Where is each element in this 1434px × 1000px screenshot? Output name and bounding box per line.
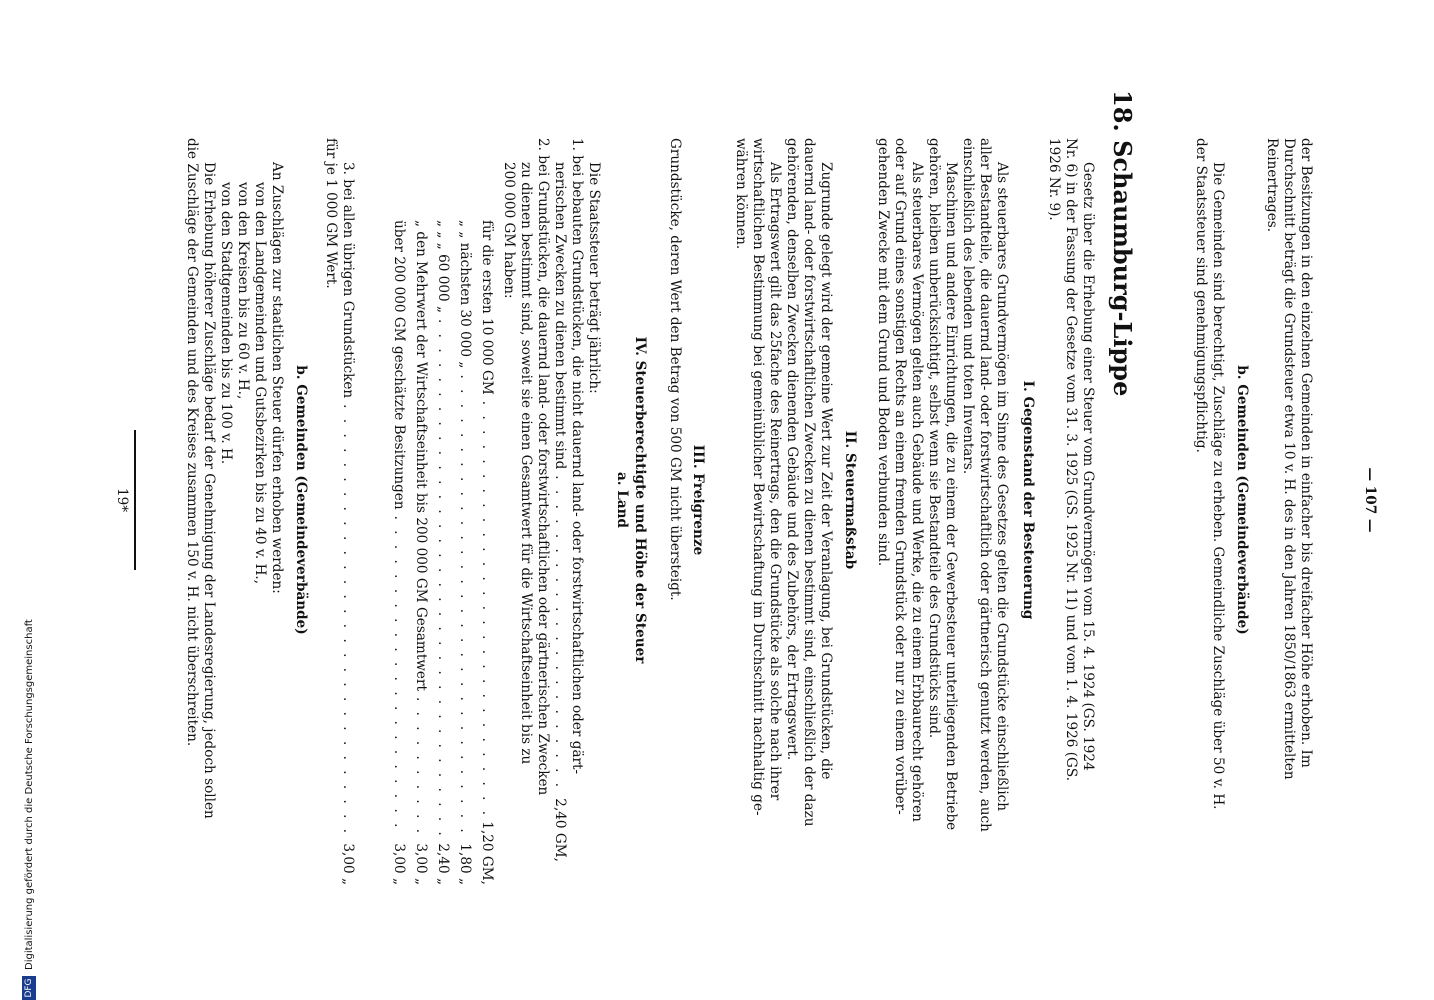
rate-value: 3,00 „ xyxy=(413,843,429,885)
list-item: zu dienen bestimmt sind, soweit sie einen Gesamtwert für die Wirtschaftseinheit bis zu xyxy=(518,162,534,765)
rate-label: über 200 000 GM geschätzte Besitzungen xyxy=(391,220,407,510)
paragraph-line: wirtschaftlichen Bestimmung bei gemeinüblicher Bewirtschaftung im Durchschnitt nachhaltig ge- xyxy=(750,138,766,816)
paragraph-line: Maschinen und andere Einrichtungen, die zu einem der Gewerbesteuer unterliegenden Betriebe xyxy=(943,162,959,831)
footer-rule xyxy=(134,430,136,570)
state-title: 18. Schaumburg-Lippe xyxy=(1108,90,1137,397)
intro-line: Durchschnitt beträgt die Grundsteuer etwa 10 v. H. des in den Jahren 1850/1863 ermittelten xyxy=(1281,138,1297,780)
rate-value: 1,20 GM, xyxy=(479,821,495,885)
list-item: von den Landgemeinden und Gutsbezirken bis zu 40 v. H., xyxy=(252,182,268,585)
leader-dots xyxy=(340,404,354,837)
digitization-note: Digitalisierung gefördert durch die Deutsche Forschungsgemeinschaft xyxy=(24,619,35,970)
leader-dots xyxy=(413,697,427,837)
intro-line: der Besitzungen in den einzelnen Gemeinden in einfacher bis dreifacher Höhe erhoben. Im xyxy=(1298,138,1314,768)
rate-label: 3. bei allen übrigen Grundstücken xyxy=(340,162,356,399)
rate-row xyxy=(413,220,427,885)
section-heading: IV. Steuerberechtigte und Höhe der Steuer xyxy=(632,336,648,664)
paragraph-line: Zugrunde gelegt wird der gemeine Wert zur Zeit der Veranlagung, bei Grundstücken, die xyxy=(818,162,834,780)
paragraph-line: Die Staatssteuer beträgt jährlich: xyxy=(586,162,602,394)
rate-value: 1,80 „ xyxy=(457,843,473,885)
rate-label: „ den Mehrwert der Wirtschaftseinheit bis 200 000 GM Gesamtwert xyxy=(413,220,429,691)
page-number: — 107 — xyxy=(1362,467,1378,533)
leader-dots xyxy=(457,374,471,837)
paragraph-line: der Staatssteuer sind genehmigungspflichtig. xyxy=(1193,138,1209,453)
paragraph-line: Die Gemeinden sind berechtigt, Zuschläge zu erheben. Gemeindliche Zuschläge über 50 v. H. xyxy=(1210,162,1226,810)
rate-value: 2,40 „ xyxy=(435,843,451,885)
rate-row xyxy=(479,220,493,885)
paragraph-line: für je 1 000 GM Wert. xyxy=(323,138,339,289)
signature-mark: 19* xyxy=(114,487,130,513)
paragraph-line: währen können. xyxy=(733,138,749,250)
law-line: 1926 Nr. 9). xyxy=(1046,138,1062,221)
list-item-row xyxy=(552,162,566,862)
rate-label: „ „ „ 60 000 „ xyxy=(435,220,451,314)
paragraph-line: aller Bestandteile, die dauernd land- oder forstwirtschaftlich oder gärtnerisch genutzt werden, auch xyxy=(977,138,993,832)
paragraph-line: Grundstücke, deren Wert den Betrag von 500 GM nicht übersteigt. xyxy=(667,138,683,601)
rate-value: 2,40 GM, xyxy=(552,798,568,862)
rate-value: 3,00 „ xyxy=(391,843,407,885)
paragraph-line: dauernd land- oder forstwirtschaftlichen Zwecken zu dienen bestimmt sind, einschließlich der dazu xyxy=(801,138,817,827)
paragraph-line: Als steuerbares Vermögen gelten auch Gebäude und Werke, die zu einem Erbbaurecht gehören xyxy=(909,162,925,822)
rate-row xyxy=(391,220,405,885)
paragraph-line: oder auf Grund eines sonstigen Rechts an einem fremden Grundstück oder nur zu einem vorüber- xyxy=(892,138,908,815)
law-line: Nr. 6) in der Fassung der Gesetze vom 31. 3. 1925 (GS. 1925 Nr. 11) und vom 1. 4. 1926 (GS. xyxy=(1063,138,1079,782)
paragraph-line: gehenden Zwecke mit dem Grund und Boden verbunden sind. xyxy=(875,138,891,567)
section-heading: I. Gegenstand der Besteuerung xyxy=(1020,380,1036,620)
list-item: von den Stadtgemeinden bis zu 100 v. H. xyxy=(218,182,234,465)
subsection-heading: b. Gemeinden (Gemeindeverbände) xyxy=(293,365,309,635)
rate-label: für die ersten 10 000 GM xyxy=(479,220,495,395)
subsection-heading: a. Land xyxy=(614,471,630,529)
list-item: 200 000 GM haben: xyxy=(501,162,517,299)
paragraph-line: Als steuerbares Grundvermögen im Sinne des Gesetzes gelten die Grundstücke einschließlich xyxy=(994,162,1010,812)
paragraph-line: gehörenden, denselben Zwecken dienenden Gebäude und des Zubehörs, der Ertragswert. xyxy=(784,138,800,761)
rate-row xyxy=(435,220,449,885)
rate-row xyxy=(457,220,471,885)
section-heading: II. Steuermaßstab xyxy=(842,430,858,570)
list-item: 1. bei bebauten Grundstücken, die nicht dauernd land- oder forstwirtschaftlichen oder gärt- xyxy=(569,138,585,775)
section-heading: III. Freigrenze xyxy=(690,444,706,556)
rate-value: 3,00 „ xyxy=(340,843,356,885)
list-item: 2. bei Grundstücken, die dauernd land- oder forstwirtschaftlichen oder gärtnerischen Zwecken xyxy=(535,138,551,796)
leader-dots xyxy=(552,475,566,792)
dfg-logo: DFG xyxy=(22,976,36,1000)
rate-label: „ „ nächsten 30 000 „ xyxy=(457,220,473,369)
leader-dots xyxy=(435,319,449,837)
paragraph-line: Die Erhebung höherer Zuschläge bedarf der Genehmigung der Landesregierung, jedoch sollen xyxy=(201,162,217,819)
list-item-label: nerischen Zwecken zu dienen bestimmt sind xyxy=(552,162,568,470)
paragraph-line: An Zuschlägen zur staatlichen Steuer dürfen erhoben werden: xyxy=(269,162,285,594)
paragraph-line: einschließlich des lebenden und toten Inventars. xyxy=(960,138,976,475)
intro-line: Reinertrages. xyxy=(1264,138,1280,233)
paragraph-line: die Zuschläge der Gemeinden und des Kreises zusammen 150 v. H. nicht überschreiten. xyxy=(184,138,200,747)
section-heading: b. Gemeinden (Gemeindeverbände) xyxy=(1234,365,1250,635)
law-line: Gesetz über die Erhebung einer Steuer vom Grundvermögen vom 15. 4. 1924 (GS. 1924 xyxy=(1080,162,1096,771)
leader-dots xyxy=(391,516,405,838)
paragraph-line: gehören, bleiben unberücksichtigt, selbst wenn sie Bestandteile des Grundstücks sind. xyxy=(926,138,942,739)
paragraph-line: Als Ertragswert gilt das 25fache des Reinertrags, den die Grundstücke als solche nach ihrer xyxy=(767,162,783,801)
leader-dots xyxy=(479,401,493,816)
digitization-sidebar xyxy=(20,0,40,1000)
list-item: von den Kreisen bis zu 60 v. H., xyxy=(235,182,251,400)
rate-row xyxy=(340,162,354,885)
